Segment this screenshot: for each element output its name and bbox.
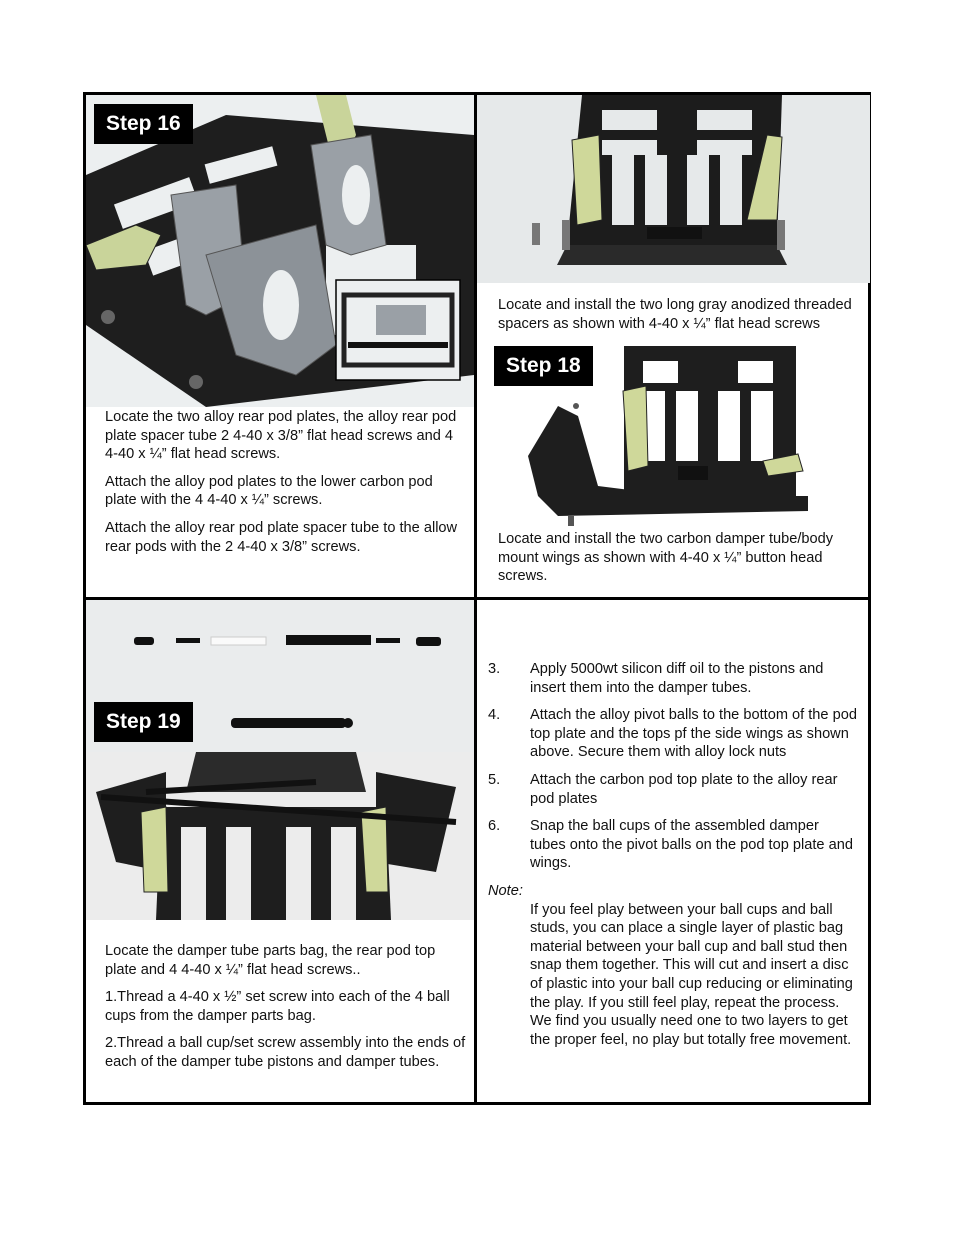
step18-badge: Step 18: [494, 346, 593, 386]
step19-paragraph: 2.Thread a ball cup/set screw assembly into the ends of each of the damper tube pistons and damper tubes.: [105, 1035, 466, 1070]
note-text: If you feel play between your ball cups and ball studs, you can place a single layer of plastic bag material between your ball cup and ball stud then snap them together. This will cut and insert a disc of plastic into your ball cup reducing or eliminating the play. If you still feel play, repeat the process. We find you usually need one to two layers to get the proper feel, no play but totally free movement.: [530, 901, 853, 1048]
step19-badge: Step 19: [94, 702, 193, 742]
step-number: 4.: [488, 707, 501, 724]
step16-paragraph: Locate the two alloy rear pod plates, the alloy rear pod plate spacer tube 2 4-40 x 3/8” flat head screws and 4 4-40 x ¼” flat head screws.: [105, 409, 457, 463]
step17-caption: Locate and install the two long gray anodized threaded spacers as shown with 4-40 x ¼” flat head screws: [498, 297, 852, 332]
step-number: 5.: [488, 771, 501, 788]
step-number: 6.: [488, 818, 501, 835]
step-text: Apply 5000wt silicon diff oil to the pistons and insert them into the damper tubes.: [530, 661, 824, 696]
step-number: 3.: [488, 661, 501, 677]
list-item: [488, 706, 858, 762]
step19-paragraph: 1.Thread a 4-40 x ½” set screw into each of the 4 ball cups from the damper parts bag.: [105, 989, 450, 1024]
step-text: Attach the carbon pod top plate to the alloy rear pod plates: [530, 771, 838, 807]
step18-caption: Locate and install the two carbon damper tube/body mount wings as shown with 4-40 x ¼” button head screws.: [498, 531, 834, 585]
step16-paragraph: Attach the alloy pod plates to the lower carbon pod plate with the 4 4-40 x ¼” screws.: [105, 473, 433, 509]
step17-photo: [477, 95, 870, 283]
step19-assembly-photo: [86, 752, 474, 920]
step16-badge: Step 16: [94, 104, 193, 144]
step16-paragraph: Attach the alloy rear pod plate spacer tube to the allow rear pods with the 2 4-40 x 3/8” screws.: [105, 519, 458, 555]
step19-text: [105, 942, 467, 1081]
assembly-steps-list: [488, 660, 858, 1049]
list-item: [488, 817, 858, 873]
step-text: Attach the alloy pivot balls to the bottom of the pod top plate and the tops pf the side wings as shown above. Secure them with alloy lock nuts: [530, 707, 857, 761]
list-item: [488, 660, 858, 697]
note-label: Note:: [488, 882, 523, 899]
list-item: [488, 771, 858, 808]
step19-paragraph: Locate the damper tube parts bag, the rear pod top plate and 4 4-40 x ¼” flat head screws..: [105, 943, 436, 978]
step16-text: [105, 408, 467, 565]
step-text: Snap the ball cups of the assembled damper tubes onto the pivot balls on the pod top plate and wings.: [530, 818, 853, 872]
